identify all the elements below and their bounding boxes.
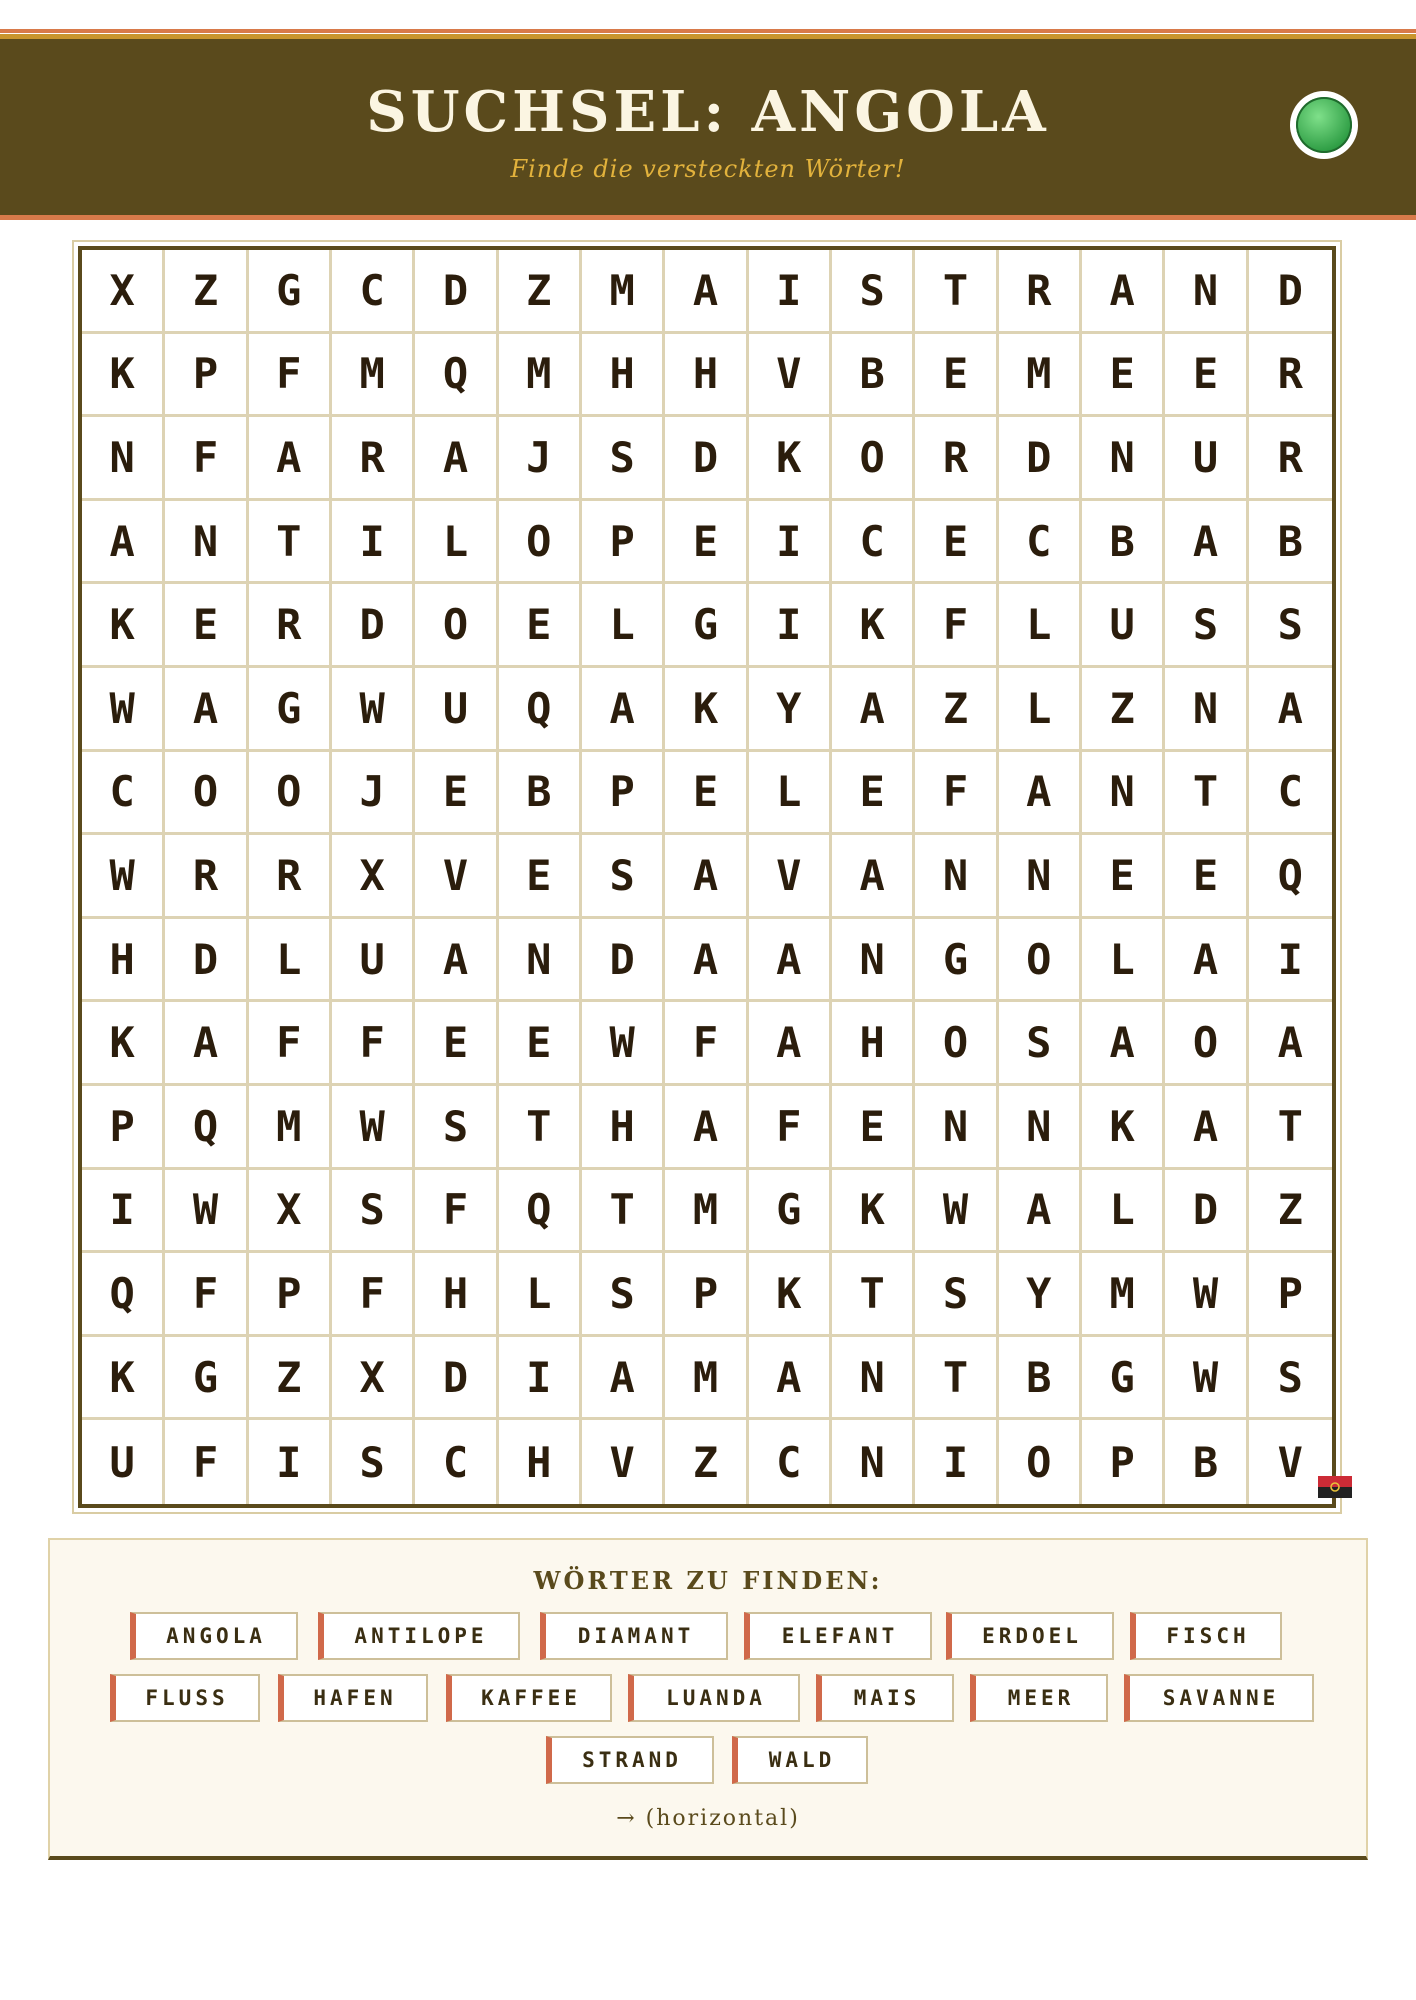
grid-cell[interactable]: Q [499, 1170, 582, 1254]
grid-cell[interactable]: C [82, 752, 165, 836]
grid-cell[interactable]: N [999, 835, 1082, 919]
angola-flag-icon [1318, 1476, 1352, 1498]
grid-cell[interactable]: U [332, 919, 415, 1003]
grid-cell[interactable]: E [1082, 835, 1165, 919]
grid-cell[interactable]: E [499, 835, 582, 919]
grid-cell[interactable]: L [749, 752, 832, 836]
grid-cell[interactable]: U [1082, 584, 1165, 668]
grid-cell[interactable]: O [249, 752, 332, 836]
grid-cell[interactable]: T [1249, 1086, 1332, 1170]
grid-cell[interactable]: K [82, 334, 165, 418]
grid-cell[interactable]: A [1165, 919, 1248, 1003]
grid-cell[interactable]: F [249, 334, 332, 418]
grid-cell[interactable]: T [915, 250, 998, 334]
word-list-title: WÖRTER ZU FINDEN: [533, 1566, 883, 1595]
grid-cell[interactable]: R [249, 835, 332, 919]
grid-cell[interactable]: K [82, 584, 165, 668]
grid-cell[interactable]: E [1165, 835, 1248, 919]
grid-cell[interactable]: L [582, 584, 665, 668]
grid-cell[interactable]: I [499, 1337, 582, 1421]
grid-cell[interactable]: S [832, 250, 915, 334]
grid-cell[interactable]: K [82, 1002, 165, 1086]
grid-cell[interactable]: A [832, 835, 915, 919]
grid-cell[interactable]: G [249, 250, 332, 334]
grid-cell[interactable]: D [415, 1337, 498, 1421]
grid-cell[interactable]: W [165, 1170, 248, 1254]
grid-cell[interactable]: A [582, 1337, 665, 1421]
grid-cell[interactable]: W [1165, 1337, 1248, 1421]
grid-cell[interactable]: U [82, 1420, 165, 1504]
grid-cell[interactable]: R [1249, 334, 1332, 418]
grid-cell[interactable]: S [582, 835, 665, 919]
grid-cell[interactable]: I [332, 501, 415, 585]
grid-cell[interactable]: N [82, 417, 165, 501]
grid-cell[interactable]: O [999, 919, 1082, 1003]
grid-cell[interactable]: A [1249, 1002, 1332, 1086]
grid-cell[interactable]: A [999, 752, 1082, 836]
grid-cell[interactable]: F [165, 417, 248, 501]
word-search-grid [78, 246, 1336, 1508]
grid-cell[interactable]: E [832, 752, 915, 836]
grid-cell[interactable]: N [165, 501, 248, 585]
grid-cell[interactable]: B [1249, 501, 1332, 585]
grid-cell[interactable]: T [249, 501, 332, 585]
grid-cell[interactable]: M [249, 1086, 332, 1170]
direction-legend: → (horizontal) [616, 1806, 800, 1831]
page-subtitle: Finde die versteckten Wörter! [510, 155, 906, 183]
green-circle-icon [1290, 91, 1358, 159]
grid-cell[interactable]: Q [1249, 835, 1332, 919]
grid-cell[interactable]: K [832, 1170, 915, 1254]
grid-cell[interactable]: C [1249, 752, 1332, 836]
grid-cell[interactable]: A [999, 1170, 1082, 1254]
grid-cell[interactable]: F [665, 1002, 748, 1086]
grid-cell[interactable]: H [582, 334, 665, 418]
grid-cell[interactable]: K [749, 417, 832, 501]
grid-cell[interactable]: M [332, 334, 415, 418]
word-item: ANTILOPE [318, 1612, 520, 1660]
grid-cell[interactable]: R [249, 584, 332, 668]
grid-cell[interactable]: W [1165, 1253, 1248, 1337]
grid-cell[interactable]: L [415, 501, 498, 585]
grid-cell[interactable]: C [832, 501, 915, 585]
grid-cell[interactable]: E [415, 1002, 498, 1086]
grid-cell[interactable]: M [499, 334, 582, 418]
word-item: STRAND [546, 1736, 714, 1784]
grid-cell[interactable]: H [665, 334, 748, 418]
grid-cell[interactable]: W [82, 835, 165, 919]
grid-cell[interactable]: S [332, 1420, 415, 1504]
grid-cell[interactable]: W [915, 1170, 998, 1254]
grid-cell[interactable]: P [665, 1253, 748, 1337]
grid-cell[interactable]: A [749, 1337, 832, 1421]
grid-cell[interactable]: M [1082, 1253, 1165, 1337]
grid-cell[interactable]: A [665, 250, 748, 334]
word-item: WALD [732, 1736, 868, 1784]
grid-cell[interactable]: Q [165, 1086, 248, 1170]
grid-cell[interactable]: E [415, 752, 498, 836]
grid-cell[interactable]: E [1082, 334, 1165, 418]
grid-cell[interactable]: S [1249, 1337, 1332, 1421]
word-item: FLUSS [110, 1674, 260, 1722]
grid-cell[interactable]: S [332, 1170, 415, 1254]
grid-cell[interactable]: A [1165, 1086, 1248, 1170]
grid-cell[interactable]: K [82, 1337, 165, 1421]
grid-cell[interactable]: T [832, 1253, 915, 1337]
word-item: ELEFANT [744, 1612, 932, 1660]
grid-cell[interactable]: U [1165, 417, 1248, 501]
grid-cell[interactable]: A [1249, 668, 1332, 752]
grid-cell[interactable]: X [249, 1170, 332, 1254]
grid-cell[interactable]: R [1249, 417, 1332, 501]
grid-cell[interactable]: A [832, 668, 915, 752]
grid-cell[interactable]: S [582, 417, 665, 501]
grid-cell[interactable]: V [749, 334, 832, 418]
grid-cell[interactable]: I [1249, 919, 1332, 1003]
grid-cell[interactable]: T [582, 1170, 665, 1254]
grid-cell[interactable]: N [832, 919, 915, 1003]
page-title: SUCHSEL: ANGOLA [366, 79, 1050, 145]
grid-cell[interactable]: N [1082, 752, 1165, 836]
grid-cell[interactable]: E [499, 1002, 582, 1086]
grid-cell[interactable]: C [999, 501, 1082, 585]
grid-cell[interactable]: X [82, 250, 165, 334]
grid-cell[interactable]: J [499, 417, 582, 501]
grid-cell[interactable]: G [165, 1337, 248, 1421]
grid-cell[interactable]: I [249, 1420, 332, 1504]
grid-cell[interactable]: I [82, 1170, 165, 1254]
grid-cell[interactable]: Q [499, 668, 582, 752]
grid-cell[interactable]: D [332, 584, 415, 668]
grid-cell[interactable]: S [1249, 584, 1332, 668]
grid-cell[interactable]: K [1082, 1086, 1165, 1170]
grid-cell[interactable]: E [1165, 334, 1248, 418]
grid-cell[interactable]: H [82, 919, 165, 1003]
grid-cell[interactable]: I [915, 1420, 998, 1504]
grid-cell[interactable]: Q [415, 334, 498, 418]
grid-cell[interactable]: N [915, 1086, 998, 1170]
grid-cell[interactable]: B [1165, 1420, 1248, 1504]
grid-cell[interactable]: O [915, 1002, 998, 1086]
word-item: DIAMANT [540, 1612, 728, 1660]
grid-cell[interactable]: V [415, 835, 498, 919]
grid-cell[interactable]: G [749, 1170, 832, 1254]
grid-cell[interactable]: O [999, 1420, 1082, 1504]
grid-cell[interactable]: E [165, 584, 248, 668]
grid-cell[interactable]: G [915, 919, 998, 1003]
header-banner [0, 34, 1416, 220]
grid-cell[interactable]: D [999, 417, 1082, 501]
grid-cell[interactable]: F [915, 584, 998, 668]
word-item: ANGOLA [130, 1612, 298, 1660]
grid-cell[interactable]: L [999, 668, 1082, 752]
grid-cell[interactable]: I [749, 501, 832, 585]
grid-cell[interactable]: R [915, 417, 998, 501]
grid-cell[interactable]: I [749, 250, 832, 334]
grid-cell[interactable]: F [415, 1170, 498, 1254]
word-item: LUANDA [628, 1674, 800, 1722]
word-item: ERDOEL [946, 1612, 1114, 1660]
grid-cell[interactable]: F [165, 1253, 248, 1337]
grid-cell[interactable]: E [665, 752, 748, 836]
grid-cell[interactable]: E [915, 501, 998, 585]
grid-cell[interactable]: C [749, 1420, 832, 1504]
grid-cell[interactable]: C [332, 250, 415, 334]
grid-cell[interactable]: K [749, 1253, 832, 1337]
grid-cell[interactable]: O [165, 752, 248, 836]
grid-cell[interactable]: Q [82, 1253, 165, 1337]
grid-cell[interactable]: N [832, 1337, 915, 1421]
grid-cell[interactable]: Z [1082, 668, 1165, 752]
grid-cell[interactable]: E [665, 501, 748, 585]
grid-cell[interactable]: O [832, 417, 915, 501]
grid-cell[interactable]: F [249, 1002, 332, 1086]
grid-cell[interactable]: M [999, 334, 1082, 418]
grid-cell[interactable]: Z [499, 250, 582, 334]
grid-cell[interactable]: Z [165, 250, 248, 334]
grid-cell[interactable]: R [165, 835, 248, 919]
grid-cell[interactable]: T [1165, 752, 1248, 836]
grid-cell[interactable]: B [832, 334, 915, 418]
grid-cell[interactable]: C [415, 1420, 498, 1504]
grid-cell[interactable]: B [499, 752, 582, 836]
grid-cell[interactable]: I [749, 584, 832, 668]
grid-cell[interactable]: X [332, 1337, 415, 1421]
grid-cell[interactable]: A [1082, 1002, 1165, 1086]
grid-cell[interactable]: W [332, 668, 415, 752]
grid-cell[interactable]: A [1165, 501, 1248, 585]
grid-cell[interactable]: Z [915, 668, 998, 752]
grid-cell[interactable]: A [415, 417, 498, 501]
grid-cell[interactable]: S [999, 1002, 1082, 1086]
grid-cell[interactable]: L [499, 1253, 582, 1337]
grid-cell[interactable]: P [1249, 1253, 1332, 1337]
grid-cell[interactable]: A [665, 1086, 748, 1170]
grid-cell[interactable]: M [582, 250, 665, 334]
grid-cell[interactable]: W [332, 1086, 415, 1170]
grid-cell[interactable]: P [249, 1253, 332, 1337]
word-item: MEER [970, 1674, 1108, 1722]
grid-cell[interactable]: A [415, 919, 498, 1003]
grid-cell[interactable]: P [82, 1086, 165, 1170]
grid-cell[interactable]: H [499, 1420, 582, 1504]
grid-cell[interactable]: U [415, 668, 498, 752]
grid-cell[interactable]: A [165, 668, 248, 752]
grid-cell[interactable]: Y [749, 668, 832, 752]
grid-cell[interactable]: P [1082, 1420, 1165, 1504]
grid-cell[interactable]: R [332, 417, 415, 501]
grid-cell[interactable]: A [749, 1002, 832, 1086]
grid-cell[interactable]: H [415, 1253, 498, 1337]
grid-cell[interactable]: T [499, 1086, 582, 1170]
grid-cell[interactable]: L [249, 919, 332, 1003]
grid-cell[interactable]: G [665, 584, 748, 668]
grid-cell[interactable]: E [915, 334, 998, 418]
word-item: HAFEN [278, 1674, 428, 1722]
grid-cell[interactable]: D [1165, 1170, 1248, 1254]
grid-cell[interactable]: M [665, 1170, 748, 1254]
grid-cell[interactable]: H [582, 1086, 665, 1170]
grid-cell[interactable]: A [1082, 250, 1165, 334]
grid-cell[interactable]: K [665, 668, 748, 752]
grid-cell[interactable]: F [332, 1253, 415, 1337]
grid-cell[interactable]: D [582, 919, 665, 1003]
grid-cell[interactable]: E [832, 1086, 915, 1170]
grid-cell[interactable]: L [1082, 919, 1165, 1003]
grid-cell[interactable]: G [1082, 1337, 1165, 1421]
word-item: FISCH [1130, 1612, 1282, 1660]
grid-cell[interactable]: N [999, 1086, 1082, 1170]
grid-cell[interactable]: A [165, 1002, 248, 1086]
grid-cell[interactable]: N [915, 835, 998, 919]
grid-cell[interactable]: Y [999, 1253, 1082, 1337]
grid-cell[interactable]: O [499, 501, 582, 585]
grid-cell[interactable]: N [1165, 668, 1248, 752]
grid-cell[interactable]: R [999, 250, 1082, 334]
word-list-panel [48, 1538, 1368, 1860]
grid-cell[interactable]: D [415, 250, 498, 334]
word-item: SAVANNE [1124, 1674, 1314, 1722]
grid-cell[interactable]: B [1082, 501, 1165, 585]
grid-cell[interactable]: S [582, 1253, 665, 1337]
grid-cell[interactable]: L [1082, 1170, 1165, 1254]
grid-cell[interactable]: N [832, 1420, 915, 1504]
grid-cell[interactable]: A [749, 919, 832, 1003]
grid-cell[interactable]: A [249, 417, 332, 501]
word-item: KAFFEE [446, 1674, 612, 1722]
grid-cell[interactable]: V [749, 835, 832, 919]
grid-cell[interactable]: S [1165, 584, 1248, 668]
grid-cell[interactable]: P [582, 752, 665, 836]
grid-cell[interactable]: F [749, 1086, 832, 1170]
grid-cell[interactable]: B [999, 1337, 1082, 1421]
grid-cell[interactable]: K [832, 584, 915, 668]
grid-cell[interactable]: D [665, 417, 748, 501]
grid-cell[interactable]: F [165, 1420, 248, 1504]
grid-cell[interactable]: A [665, 919, 748, 1003]
grid-cell[interactable]: A [665, 835, 748, 919]
grid-cell[interactable]: F [915, 752, 998, 836]
grid-cell[interactable]: P [582, 501, 665, 585]
grid-cell[interactable]: F [332, 1002, 415, 1086]
grid-cell[interactable]: P [165, 334, 248, 418]
grid-cell[interactable]: O [415, 584, 498, 668]
grid-cell[interactable]: W [82, 668, 165, 752]
grid-cell[interactable]: G [249, 668, 332, 752]
grid-cell[interactable]: N [1082, 417, 1165, 501]
grid-cell[interactable]: A [82, 501, 165, 585]
grid-cell[interactable]: N [499, 919, 582, 1003]
grid-cell[interactable]: T [915, 1337, 998, 1421]
grid-cell[interactable]: D [1249, 250, 1332, 334]
word-item: MAIS [816, 1674, 954, 1722]
grid-cell[interactable]: M [665, 1337, 748, 1421]
grid-cell[interactable]: L [999, 584, 1082, 668]
grid-cell[interactable]: J [332, 752, 415, 836]
grid-cell[interactable]: E [499, 584, 582, 668]
word-search-grid-frame [72, 240, 1342, 1514]
grid-cell[interactable]: Z [249, 1337, 332, 1421]
grid-cell[interactable]: Z [1249, 1170, 1332, 1254]
grid-cell[interactable]: N [1165, 250, 1248, 334]
grid-cell[interactable]: S [915, 1253, 998, 1337]
grid-cell[interactable]: D [165, 919, 248, 1003]
grid-cell[interactable]: X [332, 835, 415, 919]
grid-cell[interactable]: A [582, 668, 665, 752]
grid-cell[interactable]: H [832, 1002, 915, 1086]
grid-cell[interactable]: V [1277, 1437, 1303, 1487]
grid-cell[interactable]: Z [665, 1420, 748, 1504]
grid-cell[interactable]: V [582, 1420, 665, 1504]
grid-cell[interactable]: O [1165, 1002, 1248, 1086]
grid-cell[interactable]: W [582, 1002, 665, 1086]
grid-cell[interactable]: S [415, 1086, 498, 1170]
